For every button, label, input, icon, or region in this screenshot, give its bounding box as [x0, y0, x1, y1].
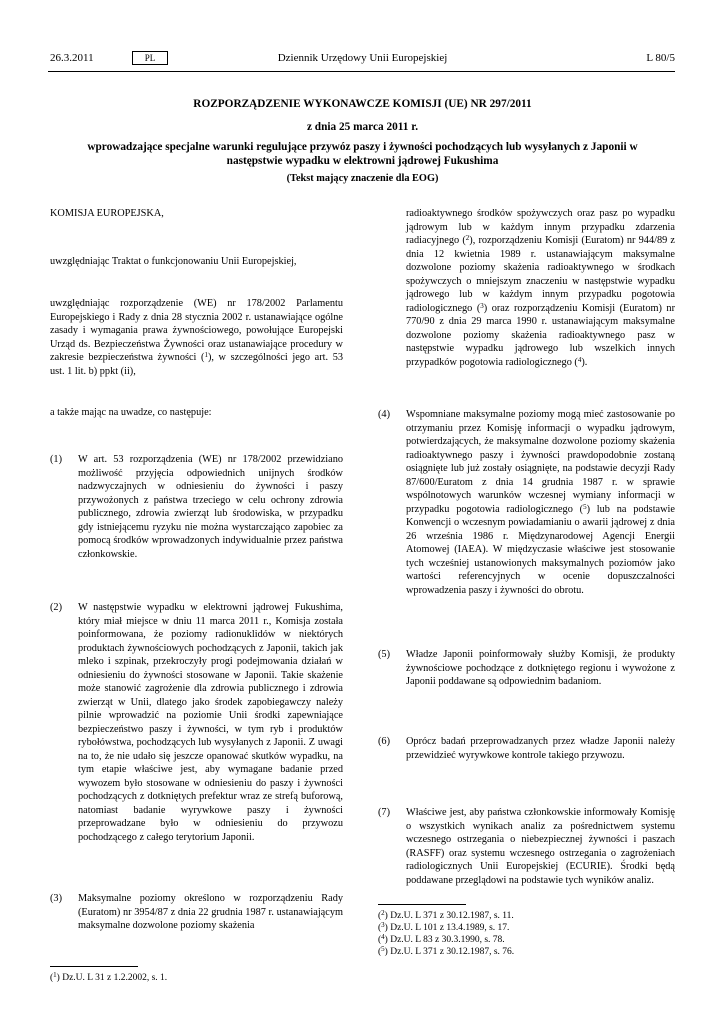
- recital-number: (4): [378, 409, 391, 420]
- recital-number: (5): [378, 649, 391, 660]
- footnote-number: 5: [381, 945, 385, 953]
- recital-7: Właściwe jest, aby państwa członkowskie informowały Komisję o wszystkich wynikach analiz za pośrednictwem systemu wczesnego ostrzegania o niebezpiecznej żywności i paszach (RASFF) oraz systemu wczesnego ostrzegania o zagrożeniach radiologicznych Unii Europejskiej (ECURIE). Środki będą poddawane przeglądowi na podstawie tych wyników analiz.: [406, 807, 675, 886]
- recital-2: W następstwie wypadku w elektrowni jądrowej Fukushima, który miał miejsce w dniu 11 marca 2011 r., Komisja została poinformowana, że poziomy radionuklidów w niektórych produktach żywnościowych pochodzących z Japonii, takich jak mleko i szpinak, przekroczyły progi podejmowania działań w odniesieniu do żywności stosowane w Japonii. Takie skażenie może stanowić zagrożenie dla zdrowia publicznego i zdrowia zwierząt w Unii, dlatego jako środek zapobiegawczy należy pilnie wprowadzić na poziomie Unii środki zapewniające bezpieczeństwo paszy i żywności, w tym ryb i produktów rybołówstwa, pochodzących lub wysyłanych z Japonii. Z uwagi na to, że nie udało się jeszcze opanować skutków wypadku, na tym etapie właściwe jest, aby wymagane badanie przed wywozem było stosowane w odniesieniu do paszy i żywności pochodzących z dotkniętych prefektur wraz ze strefą buforową, natomiast badanie wyrywkowe paszy i żywności przeprowadzane było w odniesieniu do przywozu pochodzącego z całego terytorium Japonii.: [78, 602, 343, 843]
- language-badge: PL: [132, 51, 168, 65]
- footnote-number: 4: [381, 933, 385, 941]
- recital-1: W art. 53 rozporządzenia (WE) nr 178/2002 przewidziano możliwość przyjęcia odpowiednich unijnych środków nadzwyczajnych w odniesieniu do żywności i paszy przywożonych z państwa trzeciego w celu ochrony zdrowia publicznego, zdrowia zwierząt lub środowiska, w przypadku gdy istniejącemu ryzyku nie można wystarczająco zapobiec za pomocą środków wprowadzonych indywidualnie przez państwa członkowskie.: [78, 454, 343, 560]
- recital-3-text-b: ), rozporządzeniu Komisji (Euratom) nr 944/89 z dnia 12 kwietnia 1989 r. ustanawiającym maksymalne dozwolone poziomy skażenia radioaktywnego w środkach spożywczych o mniejszym znaczeniu w następstwie wypadku jądrowego lub w każdym innym przypadku pogotowia radiologicznego (: [406, 235, 675, 314]
- recital-3-continued: [406, 207, 675, 369]
- recital-4: [406, 408, 675, 597]
- footnote-ref-4[interactable]: 4: [577, 355, 582, 364]
- eea-relevance-note: (Tekst mający znaczenie dla EOG): [286, 173, 439, 184]
- footnote-ref-3[interactable]: 3: [480, 301, 484, 310]
- recital-number: (3): [50, 893, 63, 904]
- recital-number: (6): [378, 736, 391, 747]
- footnote-text: Dz.U. L 83 z 30.3.1990, s. 78.: [390, 935, 505, 945]
- footnote-2: ($^2$) Dz.U. L 371 z 30.12.1987, s. 11.: [378, 909, 514, 921]
- footnote-divider: [378, 904, 466, 905]
- recital-5: Władze Japonii poinformowały służby Komisji, że produkty żywnościowe pochodzące z dotkniętego regionu i wywożone z Japonii poddawane są odpowiednim badaniom.: [406, 649, 675, 687]
- header-date: 26.3.2011: [50, 52, 94, 64]
- recital-3-text-c: ) oraz rozporządzeniu Komisji (Euratom) nr 770/90 z dnia 29 marca 1990 r. ustanawiającym maksymalne dozwolone poziomy skażenia radioaktywnego pasz w następstwie wypadku jądrowego lub wszelkich innych przypadków pogotowia radiologicznego (: [406, 302, 675, 368]
- footnote-number: 3: [381, 921, 385, 929]
- recital-3-text-a: radioaktywnego środków spożywczych oraz pasz po wypadku jądrowym lub w każdym innym przypadku zdarzenia radiacyjnego (: [406, 208, 675, 246]
- citation-treaty: uwzględniając Traktat o funkcjonowaniu Unii Europejskiej,: [50, 256, 297, 267]
- recital-number: (7): [378, 807, 391, 818]
- citation-regulation-text: uwzględniając rozporządzenie (WE) nr 178/2002 Parlamentu Europejskiego i Rady z dnia 28 stycznia 2002 r. ustanawiające ogólne zasady i wymagania prawa żywnościowego, powołujące Europejski Urząd ds. Bezpieczeństwa Żywności oraz ustanawiające procedury w zakresie bezpieczeństwa żywności (: [50, 298, 343, 363]
- footnote-ref-1[interactable]: 1: [204, 351, 208, 359]
- footnote-text: Dz.U. L 101 z 13.4.1989, s. 17.: [390, 923, 510, 933]
- recital-4-text-a: Wspomniane maksymalne poziomy mogą mieć zastosowanie po otrzymaniu przez Komisję informacji o wypadku jądrowym, potwierdzających, że maksymalne dozwolone poziomy skażenia radioaktywnego paszy i żywności prawdopodobnie zostaną osiągnięte lub już zostały osiągnięte, na podstawie decyzji Rady 87/600/Euratom z dnia 14 grudnia 1987 r. w sprawie wspólnotowych warunków wczesnej wymiany informacji w przypadku pogotowia radiologicznego (: [406, 409, 675, 515]
- footnote-divider: [50, 966, 138, 967]
- regulation-subject: wprowadzające specjalne warunki regulujące przywóz paszy i żywności pochodzących lub wysyłanych z Japonii w następstwie wypadku w elektrowni jądrowej Fukushima: [87, 141, 638, 167]
- footnote-4: ($^4$) Dz.U. L 83 z 30.3.1990, s. 78.: [378, 933, 505, 945]
- recital-4-text-b: ) lub na podstawie Konwencji o wczesnym powiadamianiu o awarii jądrowej z dnia 26 września 1986 r. Międzynarodowej Agencji Energii Atomowej (IAEA). W międzyczasie właściwe jest stosowanie tych wcześniej ustanowionych maksymalnych poziomów jako wartości referencyjnych w ocenie dopuszczalności wprowadzenia paszy i żywności do obrotu.: [406, 503, 675, 596]
- recital-number: (1): [50, 454, 63, 465]
- footnote-3: ($^3$) Dz.U. L 101 z 13.4.1989, s. 17.: [378, 921, 510, 933]
- footnote-text: Dz.U. L 371 z 30.12.1987, s. 76.: [390, 947, 515, 957]
- footnote-text: Dz.U. L 31 z 1.2.2002, s. 1.: [62, 973, 168, 983]
- recital-number: (2): [50, 602, 63, 613]
- whereas-intro: a także mając na uwadze, co następuje:: [50, 407, 212, 418]
- regulation-title: ROZPORZĄDZENIE WYKONAWCZE KOMISJI (UE) NR 297/2011: [193, 98, 532, 110]
- footnote-1: ($^1$) Dz.U. L 31 z 1.2.2002, s. 1.: [50, 971, 168, 983]
- footnote-ref-5[interactable]: 5: [583, 502, 587, 511]
- citation-regulation-end: ), w szczególności jego art. 53 ust. 1 lit. b) ppkt (ii),: [50, 352, 343, 377]
- header-divider: [48, 71, 675, 72]
- recital-3: Maksymalne poziomy określono w rozporządzeniu Rady (Euratom) nr 3954/87 z dnia 22 grudnia 1987 r. ustanawiającym maksymalne dozwolone poziomy skażenia: [78, 893, 343, 931]
- page-number: L 80/5: [646, 52, 675, 64]
- citation-regulation: [50, 297, 343, 378]
- footnote-text: Dz.U. L 371 z 30.12.1987, s. 11.: [390, 911, 514, 921]
- footnote-5: ($^5$) Dz.U. L 371 z 30.12.1987, s. 76.: [378, 945, 515, 957]
- journal-title: Dziennik Urzędowy Unii Europejskiej: [277, 52, 448, 64]
- issuing-authority: KOMISJA EUROPEJSKA,: [50, 208, 164, 219]
- footnote-number: 1: [53, 971, 57, 979]
- recital-3-text-d: ).: [581, 356, 588, 368]
- footnote-ref-2[interactable]: 2: [465, 234, 470, 242]
- recital-6: Oprócz badań przeprowadzanych przez władze Japonii należy przewidzieć wyrywkowe kontrole takiego przywozu.: [406, 736, 675, 761]
- footnote-number: 2: [381, 909, 385, 917]
- regulation-date: z dnia 25 marca 2011 r.: [306, 121, 419, 133]
